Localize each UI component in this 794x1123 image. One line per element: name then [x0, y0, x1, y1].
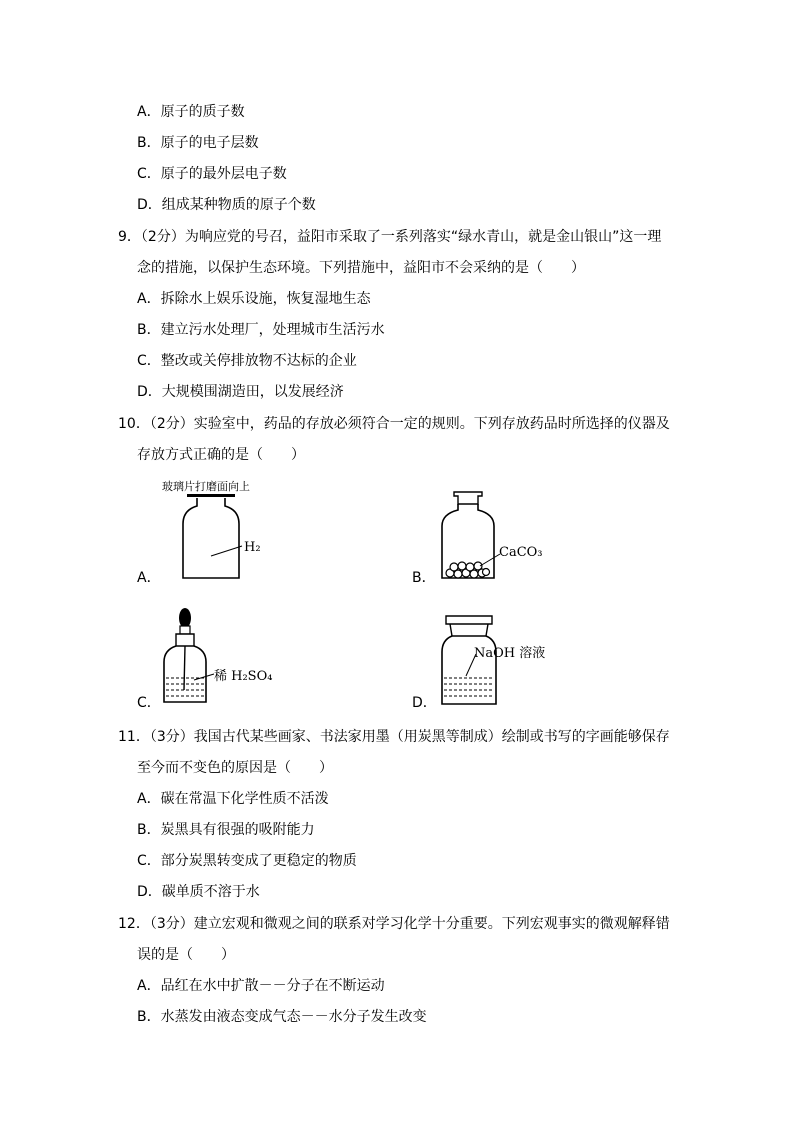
q8-option-b: B．原子的电子层数: [137, 135, 259, 151]
figure-b-label: B．: [412, 570, 436, 586]
q12-option-a: A．品红在水中扩散－－分子在不断运动: [137, 978, 385, 994]
figure-a-substance: H₂: [244, 540, 261, 555]
q11-stem-line2: 至今而不变色的原因是（ ）: [137, 760, 333, 776]
q9-option-c: C．整改或关停排放物不达标的企业: [137, 353, 357, 369]
q8-option-a: A．原子的质子数: [137, 104, 245, 120]
q11-option-c: C．部分炭黑转变成了更稳定的物质: [137, 853, 357, 869]
q12-option-b: B．水蒸发由液态变成气态－－水分子发生改变: [137, 1009, 427, 1025]
q8-option-d: D．组成某种物质的原子个数: [137, 197, 316, 213]
wide-mouth-bottle-figure: [430, 490, 510, 585]
figure-d-label: D．: [412, 695, 437, 711]
q10-stem-line1: 10．（2分）实验室中，药品的存放必须符合一定的规则。下列存放药品时所选择的仪器及: [118, 416, 670, 432]
figure-c-label: C．: [137, 695, 161, 711]
dropper-bottle-figure: [160, 606, 230, 710]
gas-jar-figure: [175, 490, 265, 585]
q11-stem-line1: 11．（3分）我国古代某些画家、书法家用墨（用炭黑等制成）绘制或书写的字画能够保存: [118, 729, 670, 745]
q11-option-b: B．炭黑具有很强的吸附能力: [137, 822, 315, 838]
q11-option-d: D．碳单质不溶于水: [137, 884, 260, 900]
q9-option-a: A．拆除水上娱乐设施，恢复湿地生态: [137, 291, 371, 307]
q9-option-b: B．建立污水处理厂，处理城市生活污水: [137, 322, 385, 338]
q12-stem-line1: 12．（3分）建立宏观和微观之间的联系对学习化学十分重要。下列宏观事实的微观解释错: [118, 916, 670, 932]
figure-a-caption: 玻璃片打磨面向上: [162, 480, 250, 493]
q8-option-c: C．原子的最外层电子数: [137, 166, 287, 182]
figure-a-label: A．: [137, 570, 161, 586]
q9-stem-line2: 念的措施，以保护生态环境。下列措施中，益阳市不会采纳的是（ ）: [137, 260, 585, 276]
q12-stem-line2: 误的是（ ）: [137, 947, 235, 963]
q11-option-a: A．碳在常温下化学性质不活泼: [137, 791, 329, 807]
q9-stem-line1: 9．（2分）为响应党的号召，益阳市采取了一系列落实“绿水青山，就是金山银山”这一理: [118, 229, 662, 245]
figure-d-substance: NaOH 溶液: [474, 646, 546, 661]
figure-c-substance: 稀 H₂SO₄: [214, 669, 273, 684]
figure-b-substance: CaCO₃: [499, 545, 543, 560]
q9-option-d: D．大规模围湖造田，以发展经济: [137, 384, 344, 400]
q10-stem-line2: 存放方式正确的是（ ）: [137, 447, 305, 463]
